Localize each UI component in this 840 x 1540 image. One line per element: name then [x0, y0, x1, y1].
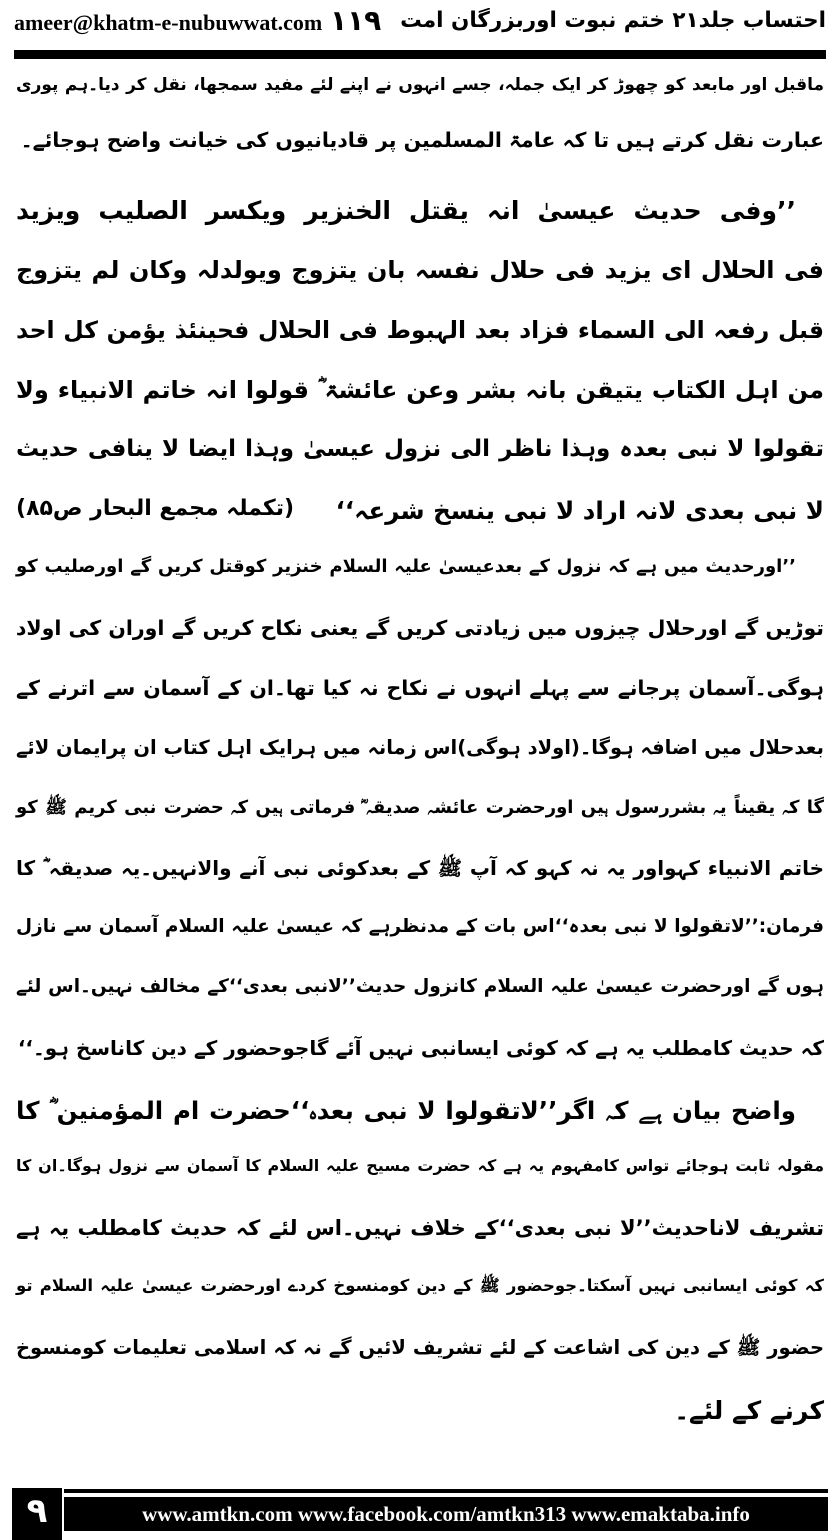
text-line: گا کہ یقیناً یہ بشررسول ہیں اورحضرت عائشہ صدیقہ ؓ فرماتی ہیں کہ حضرت نبی کریم ﷺ کو: [16, 797, 824, 818]
text-line: مقولہ ثابت ہوجائے تواس کامفہوم یہ ہے کہ حضرت مسیح علیہ السلام کا آسمان سے نزول ہوگا۔ان کا: [16, 1156, 824, 1175]
text-line: تشریف لاناحدیث’’لا نبی بعدی‘‘کے خلاف نہیں۔اس لئے کہ حدیث کامطلب یہ ہے: [16, 1216, 824, 1240]
text-line: توڑیں گے اورحلال چیزوں میں زیادتی کریں گے یعنی نکاح کریں گے اوران کی اولاد: [15, 616, 824, 640]
text-line: کہ حدیث کامطلب یہ ہے کہ کوئی ایسانبی نہیں آئے گاجوحضور کے دین کاناسخ ہو۔‘‘: [17, 1036, 824, 1060]
text-line: قبل رفعہ الی السماء فزاد بعد الہبوط فی الحلال فحینئذ یؤمن کل احد: [16, 316, 824, 344]
header-page-number: ۱۱۹: [330, 4, 382, 37]
text-line: تقولوا لا نبی بعدہ وہذا ناظر الی نزول عیسیٰ وہذا ایضا لا ینافی حدیث: [16, 436, 824, 462]
footer-page-badge: ٩: [12, 1488, 62, 1540]
text-line: ماقبل اور مابعد کو چھوڑ کر ایک جملہ، جسے انہوں نے اپنے لئے مفید سمجھا، نقل کر دیا۔ہم پوری: [16, 75, 824, 95]
text-line: ’’وفی حدیث عیسیٰ انہ یقتل الخنزیر ویکسر الصلیب ویزید: [16, 196, 796, 225]
text-line: فی الحلال ای یزید فی حلال نفسہ بان یتزوج ویولدلہ وکان لم یتزوج: [16, 256, 824, 284]
citation-reference: (تکملہ مجمع البحار ص۸۵): [16, 496, 295, 521]
text-line: ’’اورحدیث میں ہے کہ نزول کے بعدعیسیٰ علیہ السلام خنزیر کوقتل کریں گے اورصلیب کو: [16, 556, 796, 577]
text-line: کرنے کے لئے۔: [674, 1396, 824, 1425]
text-line: لا نبی بعدی لانہ اراد لا نبی ینسخ شرعہ‘‘: [335, 496, 824, 525]
text-line: ہوگی۔آسمان پرجانے سے پہلے انہوں نے نکاح نہ کیا تھا۔ان کے آسمان سے اترنے کے: [16, 676, 824, 700]
footer-links: www.amtkn.com www.facebook.com/amtkn313 www.emaktaba.info: [64, 1497, 828, 1531]
text-line: فرمان:’’لاتقولوا لا نبی بعدہ‘‘اس بات کے مدنظرہے کہ عیسیٰ علیہ السلام آسمان سے نازل: [16, 916, 824, 937]
text-line: بعدحلال میں اضافہ ہوگا۔(اولاد ہوگی)اس زمانہ میں ہرایک اہل کتاب ان پرایمان لائے: [16, 736, 824, 759]
text-line: عبارت نقل کرتے ہیں تا کہ عامۃ المسلمین پر قادیانیوں کی خیانت واضح ہوجائے۔: [20, 128, 824, 152]
text-line: من اہل الکتاب یتیقن بانہ بشر وعن عائشۃ ؓ قولوا انہ خاتم الانبیاء ولا: [16, 376, 824, 404]
header-book-title: احتساب جلد۲۱ ختم نبوت اوربزرگان امت: [400, 8, 826, 33]
text-line: حضور ﷺ کے دین کی اشاعت کے لئے تشریف لائیں گے نہ کہ اسلامی تعلیمات کومنسوخ: [16, 1336, 824, 1359]
text-line: کہ کوئی ایسانبی نہیں آسکتا۔جوحضور ﷺ کے دین کومنسوخ کردے اورحضرت عیسیٰ علیہ السلام تو: [16, 1276, 824, 1295]
footer-rule: [64, 1489, 828, 1493]
text-line: ہوں گے اورحضرت عیسیٰ علیہ السلام کانزول حدیث’’لانبی بعدی‘‘کے مخالف نہیں۔اس لئے: [16, 976, 824, 997]
header-rule: [14, 50, 826, 59]
text-line: واضح بیان ہے کہ اگر’’لاتقولوا لا نبی بعدہ‘‘حضرت ام المؤمنین ؓ کا: [16, 1096, 796, 1125]
text-line: خاتم الانبیاء کہواور یہ نہ کہو کہ آپ ﷺ کے بعدکوئی نبی آنے والانہیں۔یہ صدیقہ ؓ کا: [16, 856, 824, 880]
header-email: ameer@khatm-e-nubuwwat.com: [14, 10, 323, 35]
